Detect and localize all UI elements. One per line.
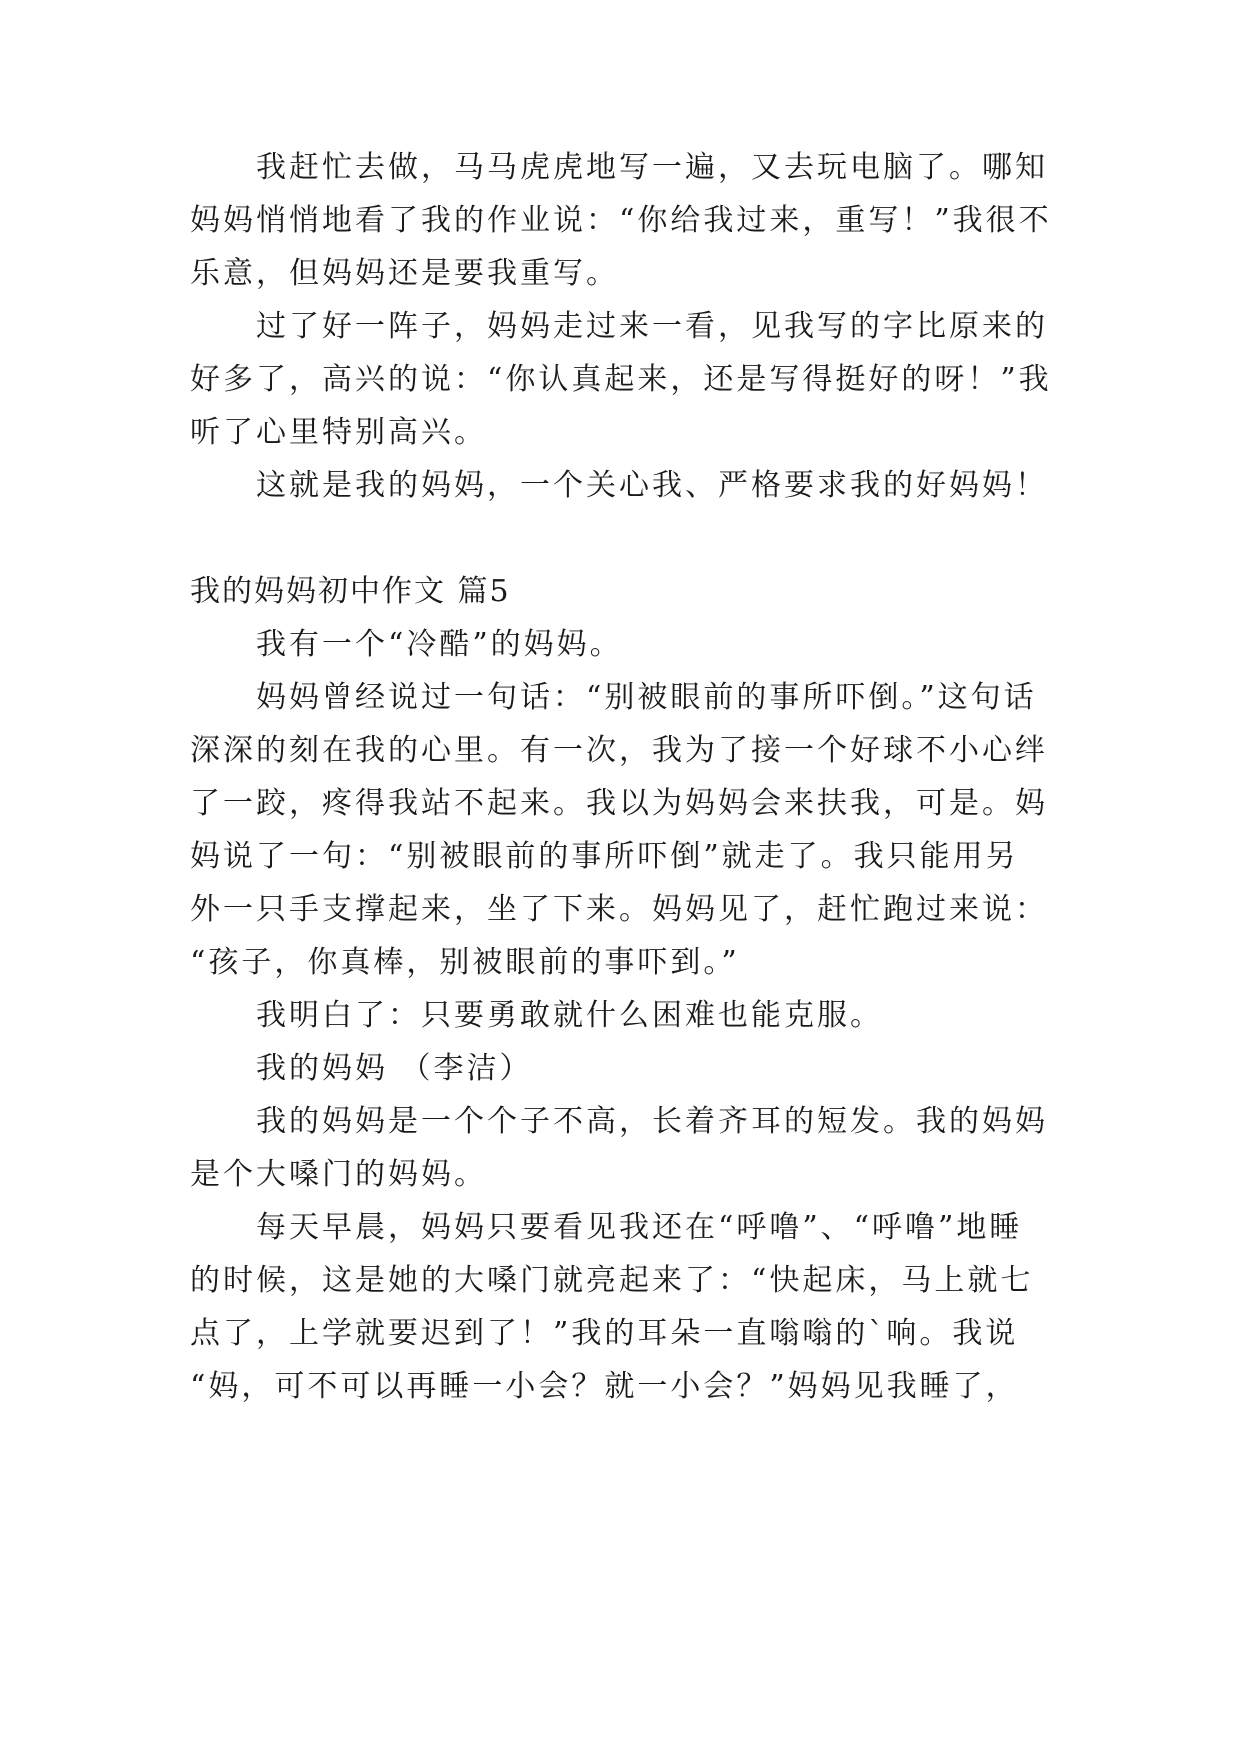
paragraph-line: 这就是我的妈妈，一个关心我、严格要求我的好妈妈！ xyxy=(256,468,1048,503)
paragraph-line: 每天早晨，妈妈只要看见我还在“呼噜”、“呼噜”地睡 xyxy=(256,1210,1023,1245)
paragraph-line: 了一跤，疼得我站不起来。我以为妈妈会来扶我，可是。妈 xyxy=(190,786,1048,821)
paragraph-line: 过了好一阵子，妈妈走过来一看，见我写的字比原来的 xyxy=(256,309,1048,344)
paragraph-line: 外一只手支撑起来，坐了下来。妈妈见了，赶忙跑过来说： xyxy=(190,892,1048,927)
subtitle-line: 我的妈妈 （李洁） xyxy=(256,1051,533,1086)
paragraph-line: 我的妈妈是一个个子不高，长着齐耳的短发。我的妈妈 xyxy=(256,1104,1048,1139)
paragraph-line: 妈说了一句：“别被眼前的事所吓倒”就走了。我只能用另 xyxy=(190,839,1019,874)
paragraph-line: 点了，上学就要迟到了！”我的耳朵一直嗡嗡的`响。我说 xyxy=(190,1316,1019,1351)
paragraph-line: 我明白了：只要勇敢就什么困难也能克服。 xyxy=(256,998,883,1033)
paragraph-line: 妈妈曾经说过一句话：“别被眼前的事所吓倒。”这句话 xyxy=(256,680,1037,715)
paragraph-line: 乐意，但妈妈还是要我重写。 xyxy=(190,256,619,291)
paragraph-line: 听了心里特别高兴。 xyxy=(190,415,487,450)
paragraph-line: “妈，可不可以再睡一小会？就一小会？”妈妈见我睡了， xyxy=(190,1369,1019,1404)
paragraph-line: 深深的刻在我的心里。有一次，我为了接一个好球不小心绊 xyxy=(190,733,1048,768)
paragraph-line: 是个大嗓门的妈妈。 xyxy=(190,1157,487,1192)
paragraph-line: 的时候，这是她的大嗓门就亮起来了：“快起床，马上就七 xyxy=(190,1263,1034,1298)
paragraph-line: 我有一个“冷酷”的妈妈。 xyxy=(256,627,623,662)
paragraph-line: “孩子，你真棒，别被眼前的事吓到。” xyxy=(190,945,740,980)
paragraph-line: 我赶忙去做，马马虎虎地写一遍，又去玩电脑了。哪知 xyxy=(256,150,1048,185)
section-heading: 我的妈妈初中作文 篇5 xyxy=(190,574,511,609)
paragraph-line: 好多了，高兴的说：“你认真起来，还是写得挺好的呀！”我 xyxy=(190,362,1052,397)
paragraph-line: 妈妈悄悄地看了我的作业说：“你给我过来，重写！”我很不 xyxy=(190,203,1052,238)
